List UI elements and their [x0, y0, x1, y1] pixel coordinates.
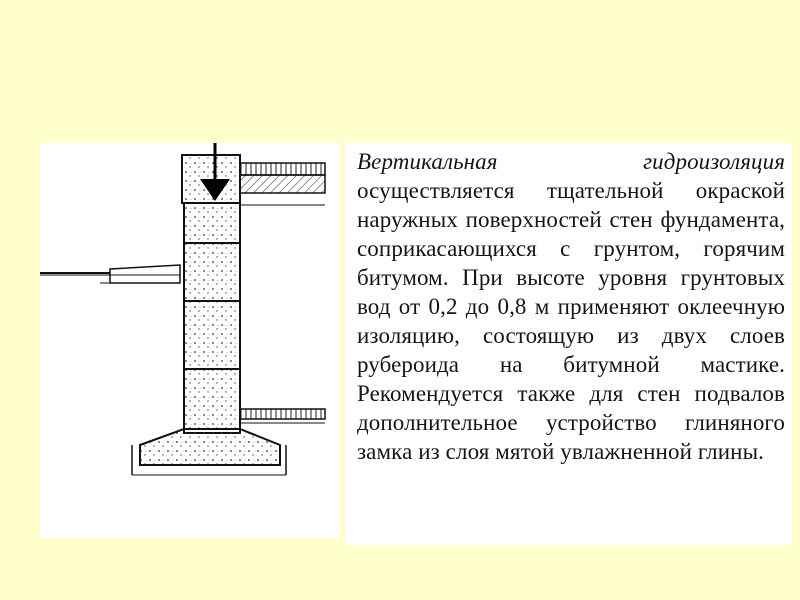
text-block	[345, 143, 792, 545]
paragraph-lead-term: Вертикальная гидроизоляция	[357, 149, 785, 174]
paragraph-body: осуществляется тщательной окраской наружных поверхностей стен фундамента, соприкасающихся с грунтом, горячим битумом. При высоте уровня грунтовых вод от 0,2 до 0,8 м применяют оклеечную изоляцию, состоящую из двух слоев рубероида на битумной мастике. Рекомендуется также для стен подвалов дополнительное устройство глиняного замка из слоя мятой увлажненной глины.	[357, 178, 785, 464]
foundation-wall-section-icon	[40, 143, 340, 538]
foundation-diagram	[40, 143, 340, 538]
paragraph	[357, 147, 785, 466]
